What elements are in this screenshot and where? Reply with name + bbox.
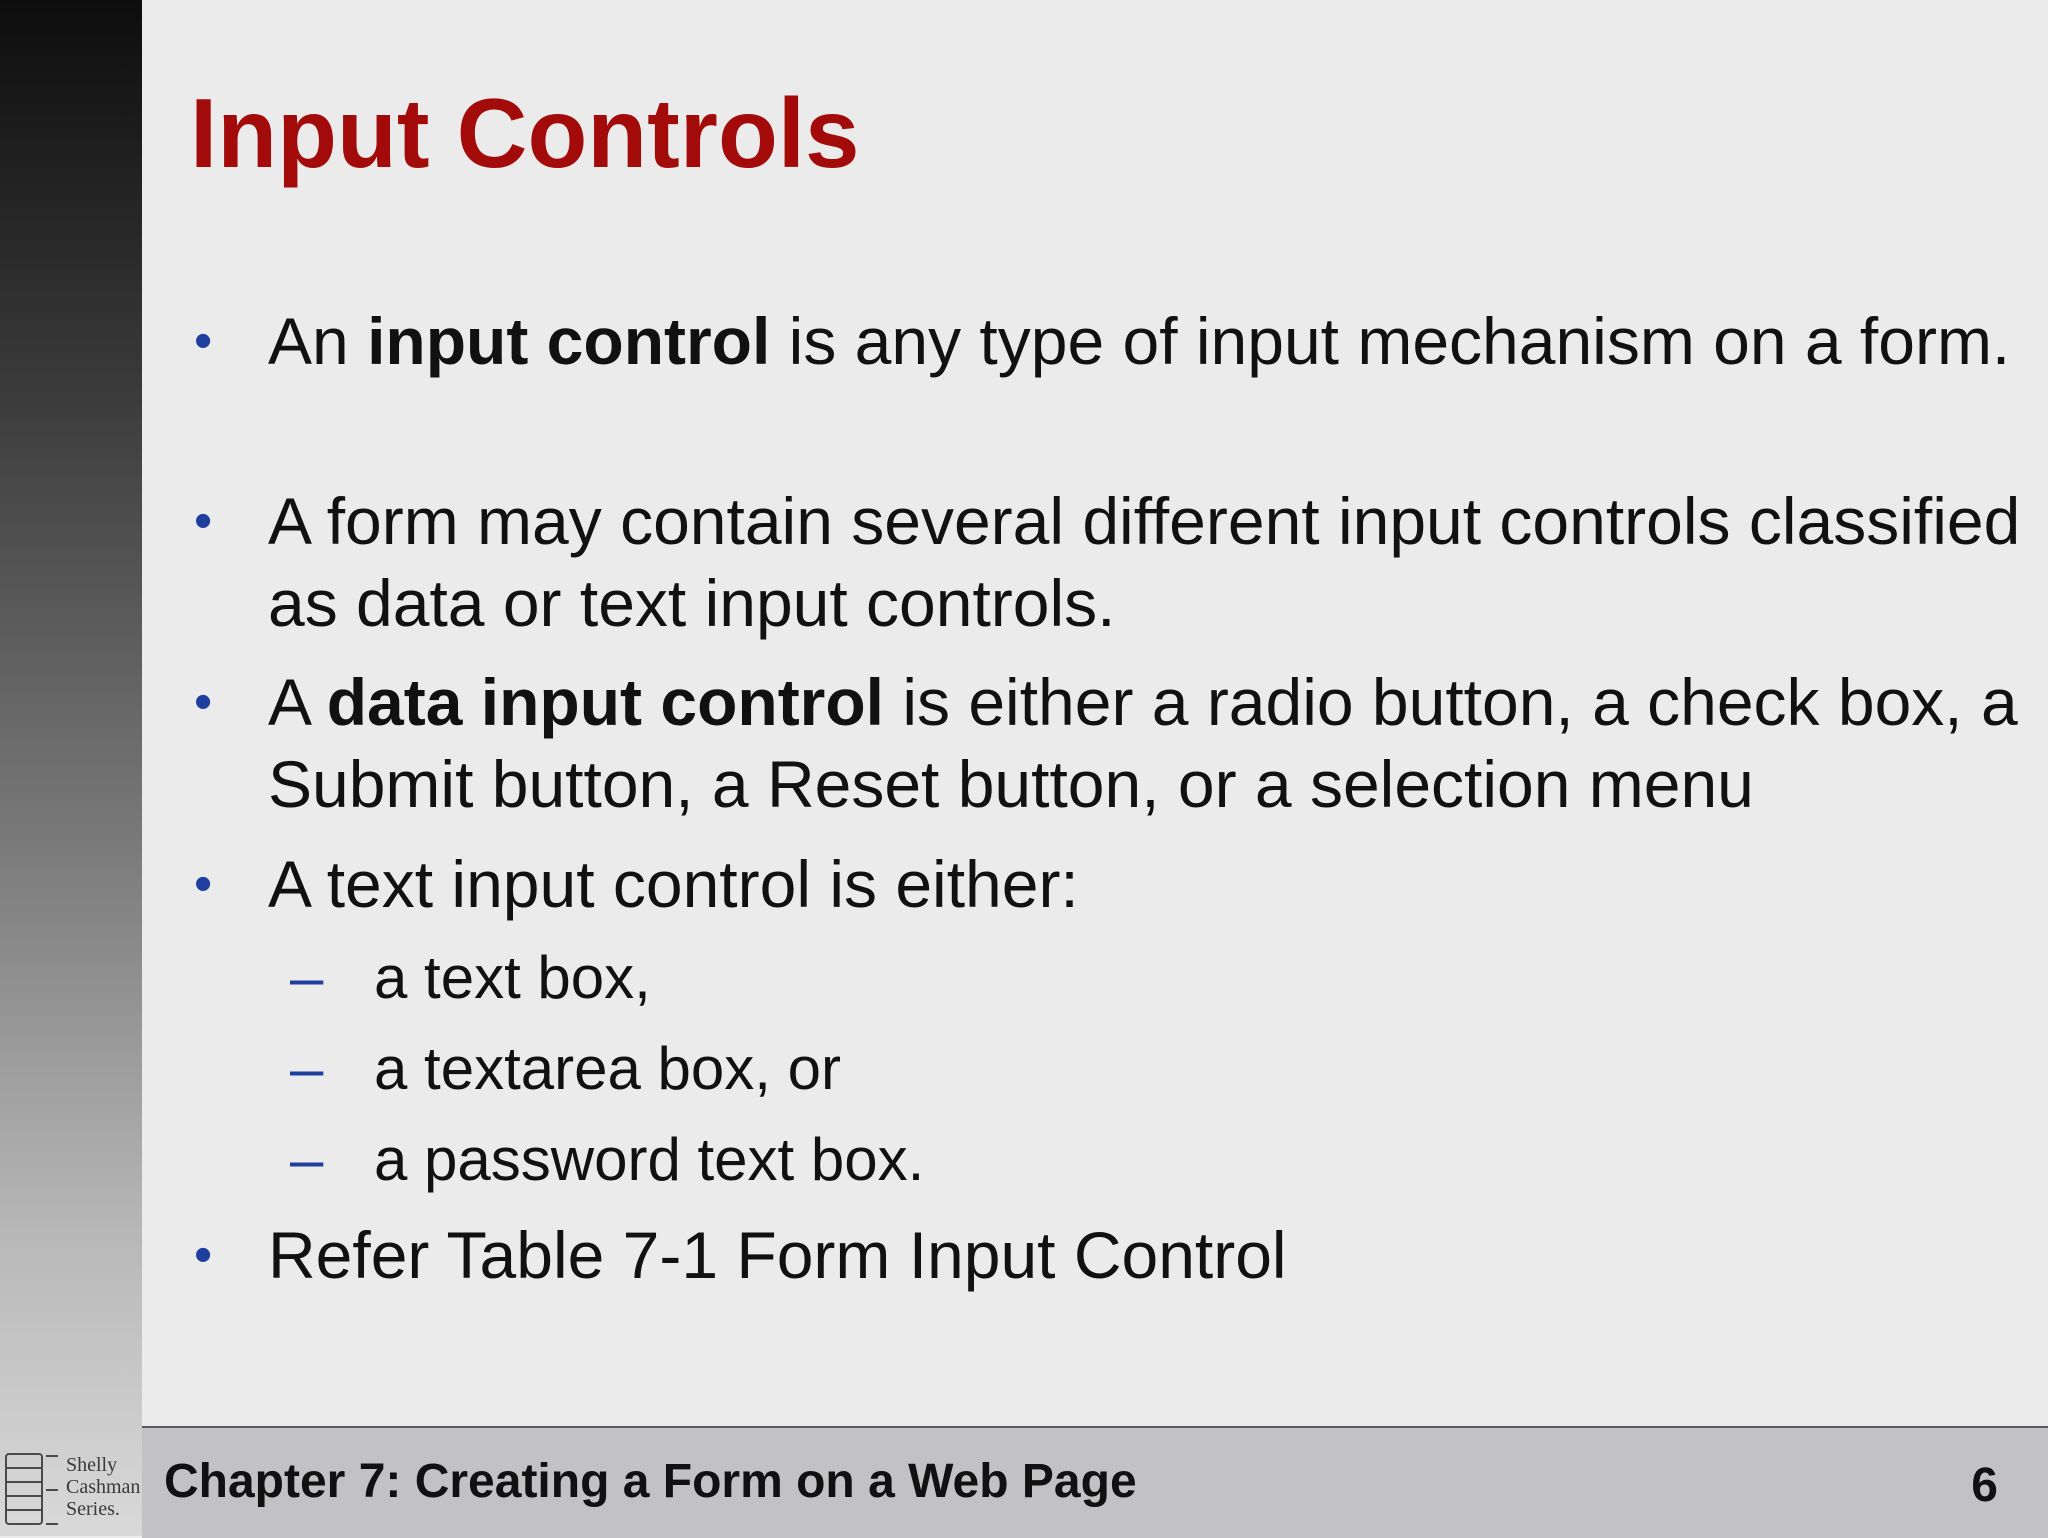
slide-footer bbox=[142, 1426, 2048, 1538]
bullet-marker: • bbox=[194, 673, 213, 731]
slide-title: Input Controls bbox=[190, 78, 860, 188]
bullet-text: A bbox=[268, 665, 327, 739]
bullet-item bbox=[194, 300, 2028, 382]
bold-term: data input control bbox=[326, 665, 885, 739]
sub-bullet-item bbox=[290, 1122, 1974, 1198]
dash-marker: – bbox=[290, 1035, 324, 1102]
logo-line: Cashman bbox=[66, 1476, 141, 1498]
page-number: 6 bbox=[1971, 1459, 1998, 1512]
bullet-item bbox=[194, 843, 2028, 925]
logo-wordmark bbox=[66, 1454, 140, 1520]
bullet-marker: • bbox=[194, 1226, 213, 1284]
dash-marker: – bbox=[290, 1126, 324, 1193]
sub-bullet-item bbox=[290, 1031, 1974, 1107]
logo-line: Shelly bbox=[66, 1454, 118, 1476]
bold-term: input control bbox=[367, 304, 771, 378]
bullet-text: is either a radio button, a check box, a Submit button, a Reset button, or a selection menu bbox=[268, 665, 2018, 821]
bullet-item bbox=[194, 1214, 2028, 1296]
bullet-item bbox=[194, 661, 2028, 825]
sub-bullet-text: a password text box. bbox=[374, 1126, 925, 1193]
logo-line: Series. bbox=[66, 1498, 120, 1520]
publisher-logo bbox=[0, 1446, 142, 1536]
chapter-title: Chapter 7: Creating a Form on a Web Page bbox=[164, 1455, 1137, 1508]
bullet-text: A form may contain several different input controls classified as data or text input controls. bbox=[268, 484, 2021, 640]
logo-mark-icon bbox=[2, 1446, 62, 1536]
bullet-text: is any type of input mechanism on a form. bbox=[770, 304, 2011, 378]
bullet-text: Refer Table 7-1 Form Input Control bbox=[268, 1218, 1287, 1292]
sub-bullet-item bbox=[290, 940, 1974, 1016]
bullet-text: An bbox=[268, 304, 368, 378]
sub-bullet-text: a textarea box, or bbox=[374, 1035, 841, 1102]
bullet-marker: • bbox=[194, 492, 213, 550]
bullet-item bbox=[194, 480, 2028, 644]
bullet-text: A text input control is either: bbox=[268, 847, 1079, 921]
bullet-marker: • bbox=[194, 312, 213, 370]
bullet-marker: • bbox=[194, 855, 213, 913]
sub-bullet-text: a text box, bbox=[374, 944, 651, 1011]
dash-marker: – bbox=[290, 944, 324, 1011]
